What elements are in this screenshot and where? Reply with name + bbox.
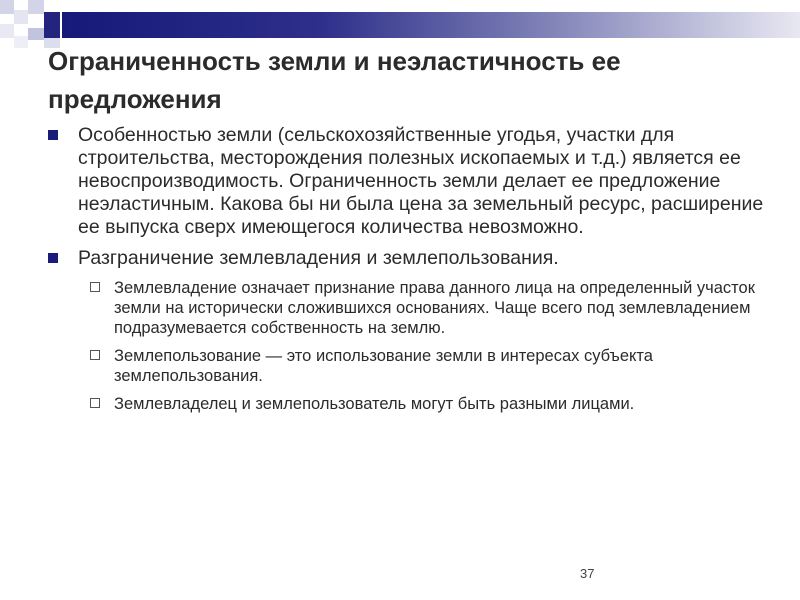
sub-bullet-item [48,394,768,414]
hollow-square-bullet-icon [90,398,100,408]
sub-bullet-item [48,346,768,386]
page-number: 37 [580,566,595,581]
decor-square [0,0,14,14]
sub-bullet-text: Землевладелец и землепользователь могут быть разными лицами. [114,395,635,413]
hollow-square-bullet-icon [90,350,100,360]
sub-bullet-text: Землепользование — это использование земли в интересах субъекта землепользования. [114,347,653,385]
decor-square [14,36,28,48]
sub-bullet-item [48,278,768,338]
sub-bullet-list [48,278,768,414]
square-bullet-icon [48,130,58,140]
bullet-item [48,124,768,239]
title-gradient-bar [62,12,800,38]
decor-square [0,24,14,38]
decor-square [28,0,44,14]
decor-square [14,10,28,24]
bullet-text: Разграничение землевладения и землепользования. [78,247,559,269]
slide-title: Ограниченность земли и неэластичность ее предложения [48,46,621,114]
decor-square [28,28,44,40]
decor-square [44,12,60,38]
bullet-text: Особенностью земли (сельскохозяйственные угодья, участки для строительства, месторождения полезных ископаемых и т.д.) является ее невоспроизводимость. Ограниченность земли делает ее предложение неэластичным. Какова бы ни была цена за земельный ресурс, расширение ее выпуска сверх имеющегося количества невозможно. [78,124,764,238]
sub-bullet-text: Землевладение означает признание права данного лица на определенный участок земли на исторически сложившихся основаниях. Чаще всего под землевладением подразумевается собственность на землю. [114,279,755,337]
bullet-item [48,247,768,270]
square-bullet-icon [48,253,58,263]
hollow-square-bullet-icon [90,282,100,292]
slide-content [48,124,768,414]
